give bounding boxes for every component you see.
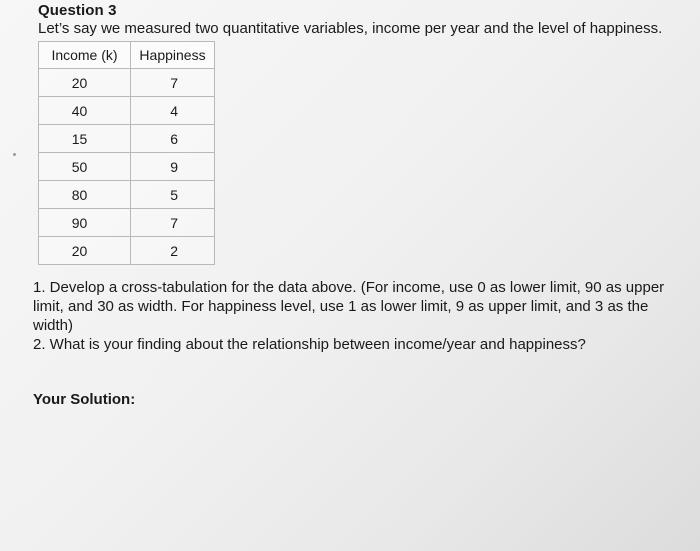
table-row bbox=[39, 153, 215, 181]
income-cell: 15 bbox=[39, 125, 131, 153]
table-row bbox=[39, 181, 215, 209]
instruction-item-1: 1. Develop a cross-tabulation for the data above. (For income, use 0 as lower limit, 90 as upper limit, and 30 as width. For happiness level, use 1 as lower limit, 9 as upper limit, and 3 as the width) bbox=[33, 279, 665, 334]
happiness-cell: 7 bbox=[131, 209, 215, 237]
happiness-cell: 5 bbox=[131, 181, 215, 209]
table-row bbox=[39, 125, 215, 153]
happiness-cell: 7 bbox=[131, 69, 215, 97]
happiness-cell: 2 bbox=[131, 237, 215, 265]
income-cell: 80 bbox=[39, 181, 131, 209]
header-income: Income (k) bbox=[39, 42, 131, 69]
income-cell: 90 bbox=[39, 209, 131, 237]
income-cell: 40 bbox=[39, 97, 131, 125]
solution-label: Your Solution: bbox=[33, 391, 136, 408]
income-cell: 50 bbox=[39, 153, 131, 181]
table-header-row bbox=[39, 42, 215, 69]
happiness-cell: 4 bbox=[131, 97, 215, 125]
table-row bbox=[39, 97, 215, 125]
question-title: Question 3 bbox=[38, 2, 117, 19]
table-row bbox=[39, 69, 215, 97]
happiness-cell: 9 bbox=[131, 153, 215, 181]
happiness-cell: 6 bbox=[131, 125, 215, 153]
income-cell: 20 bbox=[39, 237, 131, 265]
question-intro: Let’s say we measured two quantitative variables, income per year and the level of happiness. bbox=[38, 20, 663, 37]
data-table bbox=[38, 41, 215, 265]
table-row bbox=[39, 237, 215, 265]
income-cell: 20 bbox=[39, 69, 131, 97]
stray-mark bbox=[13, 153, 16, 156]
instruction-item-2: 2. What is your finding about the relationship between income/year and happiness? bbox=[33, 336, 586, 353]
table-row bbox=[39, 209, 215, 237]
instructions bbox=[33, 278, 683, 354]
header-happiness: Happiness bbox=[131, 42, 215, 69]
